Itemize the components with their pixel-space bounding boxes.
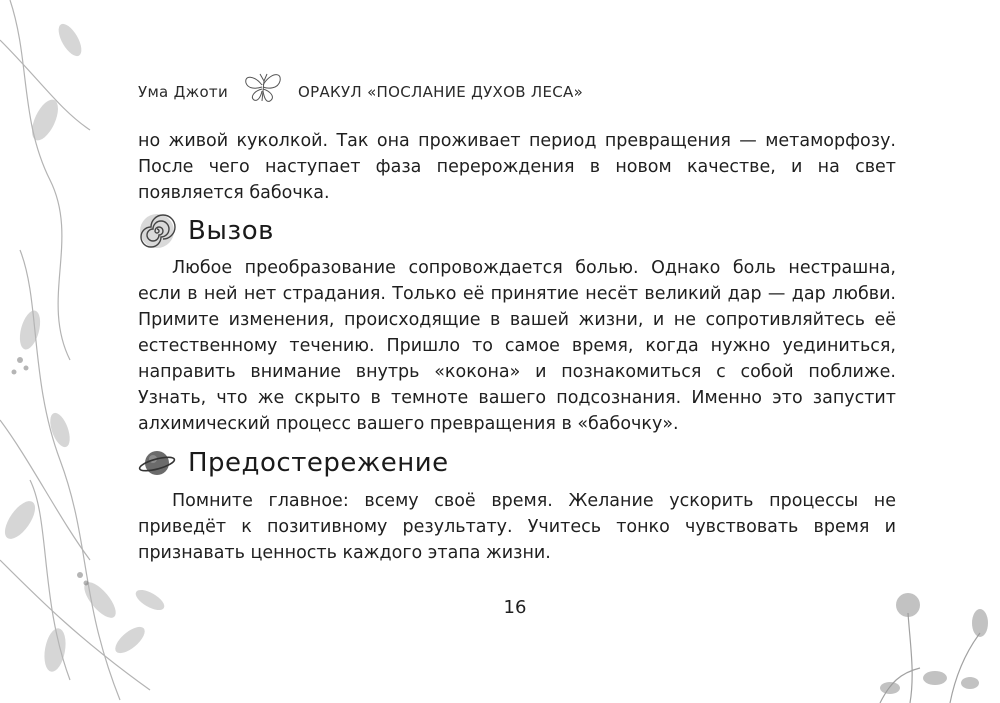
author-name: Ума Джоти [138, 83, 229, 101]
foliage-illustration-right [870, 583, 1000, 703]
challenge-paragraph: Любое преобразование сопровождается болью. Однако боль нестрашна, если в ней нет страдания. Только её принятие несёт великий дар — дар любви. Примите изменения, происходящие в вашей жизни, и не сопротивляйтесь её естественному течению. Пришло то самое время, когда нужно уединиться, направить внимание внутрь «кокона» и познакомиться с собой поближе. Узнать, что же скрыто в темноте вашего подсознания. Именно это запустит алхимический процесс вашего превращения в «бабочку». [138, 258, 896, 434]
book-title: ОРАКУЛ «ПОСЛАНИЕ ДУХОВ ЛЕСА» [298, 83, 584, 101]
planet-icon [138, 444, 176, 482]
challenge-title: Вызов [188, 216, 274, 246]
intro-paragraph: но живой куколкой. Так она проживает период превращения — метаморфозу. После чего наступает фаза перерождения в новом качестве, и на свет появляется бабочка. [138, 131, 896, 203]
challenge-heading [138, 212, 274, 250]
page-number: 16 [503, 597, 527, 618]
warning-title: Предостережение [188, 448, 449, 478]
running-header [138, 80, 583, 104]
warning-paragraph: Помните главное: всему своё время. Желание ускорить процессы не приведёт к позитивному результату. Учитесь тонко чувствовать время и признавать ценность каждого этапа жизни. [138, 491, 896, 563]
warning-heading [138, 444, 449, 482]
spiral-icon [138, 212, 176, 250]
butterfly-icon [240, 71, 284, 105]
